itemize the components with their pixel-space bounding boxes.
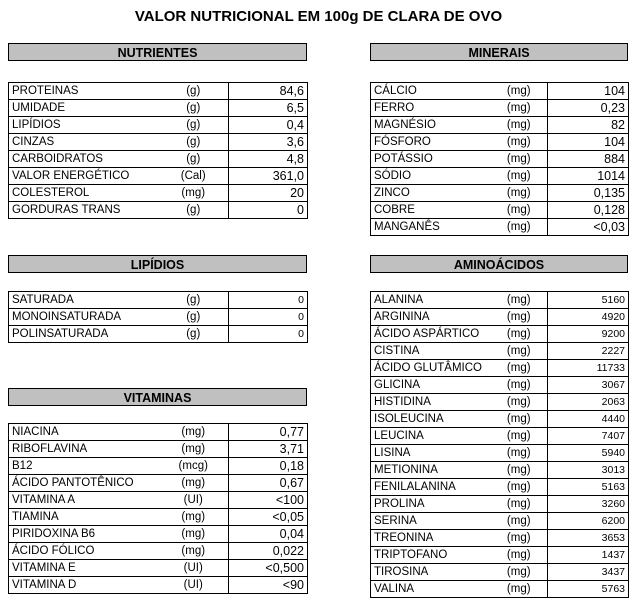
nutrient-unit: (mg) [491,83,548,100]
nutrient-unit: (mg) [491,462,548,479]
nutrient-unit: (mg) [491,185,548,202]
nutrient-unit: (mg) [159,526,229,543]
nutrient-unit: (g) [159,151,229,168]
nutrient-name: FERRO [371,100,491,117]
nutrient-name: UMIDADE [9,100,159,117]
table-row [371,185,629,202]
table-row [371,168,629,185]
nutrientes-panel [8,43,307,61]
nutrient-unit: (mg) [491,292,548,309]
table-row [371,462,629,479]
table-row [9,202,308,219]
table-row [9,83,308,100]
vitaminas-table [8,423,308,594]
table-row [371,513,629,530]
table-row [371,360,629,377]
aminoacidos-panel [370,255,628,273]
nutrient-name: FENILALANINA [371,479,491,496]
nutrient-value: 0 [229,309,308,326]
nutrient-name: VITAMINA A [9,492,159,509]
nutrient-name: VITAMINA E [9,560,159,577]
minerais-panel [370,43,628,61]
table-row [371,377,629,394]
nutrient-value: 5160 [548,292,629,309]
nutrient-unit: (mg) [159,441,229,458]
nutrient-unit: (g) [159,309,229,326]
minerais-header: MINERAIS [370,43,628,61]
nutrient-name: ÁCIDO ASPÁRTICO [371,326,491,343]
table-row [371,151,629,168]
nutrient-name: COLESTEROL [9,185,159,202]
table-row [9,560,308,577]
nutrient-value: 104 [548,134,629,151]
nutrient-value: 5940 [548,445,629,462]
table-row [371,564,629,581]
nutrient-value: 82 [548,117,629,134]
nutrient-unit: (mg) [491,377,548,394]
nutrient-name: CÁLCIO [371,83,491,100]
nutrient-unit: (mg) [491,168,548,185]
nutrientes-table [8,82,308,219]
nutrient-unit: (mg) [491,100,548,117]
nutrient-name: SÓDIO [371,168,491,185]
nutrient-unit: (UI) [159,560,229,577]
nutrient-unit: (mcg) [159,458,229,475]
table-row [371,309,629,326]
nutrient-value: <0,500 [229,560,308,577]
nutrient-name: POLINSATURADA [9,326,159,343]
nutrient-name: ÁCIDO GLUTÂMICO [371,360,491,377]
nutrient-unit: (g) [159,83,229,100]
nutrient-value: 4920 [548,309,629,326]
nutrient-value: 0 [229,202,308,219]
nutrient-name: ISOLEUCINA [371,411,491,428]
table-row [9,326,308,343]
nutrient-name: TIAMINA [9,509,159,526]
nutrient-name: MANGANÊS [371,219,491,236]
nutrient-unit: (mg) [159,475,229,492]
nutrient-name: GLICINA [371,377,491,394]
table-row [9,100,308,117]
lipidios-table [8,291,308,343]
nutrient-name: MAGNÉSIO [371,117,491,134]
table-row [371,581,629,598]
nutrient-unit: (g) [159,117,229,134]
nutrient-value: 3653 [548,530,629,547]
nutrient-value: 0,135 [548,185,629,202]
nutrient-value: 104 [548,83,629,100]
nutrient-unit: (mg) [491,202,548,219]
nutrient-value: 84,6 [229,83,308,100]
table-row [9,492,308,509]
lipidios-panel [8,255,307,273]
nutrient-unit: (mg) [491,360,548,377]
nutrient-value: 0,128 [548,202,629,219]
nutrient-value: 884 [548,151,629,168]
table-row [371,100,629,117]
table-row [9,117,308,134]
nutrient-unit: (g) [159,100,229,117]
nutrient-value: 0,04 [229,526,308,543]
nutrient-unit: (g) [159,292,229,309]
nutrient-name: HISTIDINA [371,394,491,411]
nutrient-unit: (mg) [491,117,548,134]
nutrient-unit: (mg) [491,343,548,360]
table-row [371,219,629,236]
table-row [9,424,308,441]
table-row [9,134,308,151]
table-row [9,441,308,458]
nutrient-value: 3,6 [229,134,308,151]
table-row [9,577,308,594]
nutrient-name: LISINA [371,445,491,462]
nutrient-value: <90 [229,577,308,594]
nutrient-name: SATURADA [9,292,159,309]
nutrient-unit: (mg) [491,530,548,547]
vitaminas-header: VITAMINAS [8,388,307,406]
nutrient-name: TREONINA [371,530,491,547]
nutrient-value: 0,67 [229,475,308,492]
nutrient-unit: (mg) [159,424,229,441]
nutrient-name: CARBOIDRATOS [9,151,159,168]
table-row [371,134,629,151]
nutrient-value: 0,23 [548,100,629,117]
nutrient-name: PROTEINAS [9,83,159,100]
nutrient-name: POTÁSSIO [371,151,491,168]
nutrient-unit: (g) [159,326,229,343]
table-row [9,509,308,526]
nutrient-value: 1437 [548,547,629,564]
nutrient-value: <0,03 [548,219,629,236]
table-row [9,168,308,185]
nutrient-unit: (mg) [491,581,548,598]
nutrient-name: RIBOFLAVINA [9,441,159,458]
table-row [371,326,629,343]
nutrient-unit: (mg) [491,309,548,326]
table-row [9,292,308,309]
vitaminas-panel [8,388,307,406]
table-row [371,445,629,462]
nutrient-value: 0,022 [229,543,308,560]
nutrient-unit: (mg) [491,411,548,428]
lipidios-header: LIPÍDIOS [8,255,307,273]
nutrient-unit: (mg) [491,326,548,343]
nutrient-name: PROLINA [371,496,491,513]
table-row [9,185,308,202]
nutrient-value: 5763 [548,581,629,598]
nutrient-unit: (mg) [491,394,548,411]
table-row [371,83,629,100]
nutrient-value: 4,8 [229,151,308,168]
nutrient-name: LEUCINA [371,428,491,445]
nutrient-value: 5163 [548,479,629,496]
nutrient-value: 3,71 [229,441,308,458]
nutrient-unit: (mg) [491,428,548,445]
nutrient-value: 0,18 [229,458,308,475]
table-row [371,292,629,309]
nutrient-value: 6,5 [229,100,308,117]
nutrient-unit: (UI) [159,577,229,594]
nutrient-name: VITAMINA D [9,577,159,594]
nutrient-name: CISTINA [371,343,491,360]
nutrient-value: 0 [229,326,308,343]
nutrient-name: ÁCIDO FÓLICO [9,543,159,560]
table-row [371,394,629,411]
nutrient-unit: (mg) [491,479,548,496]
table-row [371,202,629,219]
nutrient-value: 3067 [548,377,629,394]
nutrient-name: TRIPTOFANO [371,547,491,564]
table-row [371,343,629,360]
nutrient-name: COBRE [371,202,491,219]
nutrient-value: 3260 [548,496,629,513]
nutrient-value: 11733 [548,360,629,377]
page-title: VALOR NUTRICIONAL EM 100g DE CLARA DE OVO [134,8,503,25]
nutrient-value: 0,77 [229,424,308,441]
nutrient-name: PIRIDOXINA B6 [9,526,159,543]
nutrient-name: CINZAS [9,134,159,151]
nutrient-unit: (mg) [491,134,548,151]
table-row [371,496,629,513]
nutrient-unit: (mg) [491,513,548,530]
nutrient-name: NIACINA [9,424,159,441]
nutrient-name: FÓSFORO [371,134,491,151]
nutrient-value: 7407 [548,428,629,445]
table-row [9,458,308,475]
table-row [371,530,629,547]
nutrient-unit: (mg) [491,151,548,168]
nutrient-unit: (g) [159,134,229,151]
aminoacidos-table [370,291,629,598]
nutrient-name: ARGININA [371,309,491,326]
nutrient-value: 2063 [548,394,629,411]
nutrient-value: 0 [229,292,308,309]
nutrient-unit: (mg) [491,496,548,513]
table-row [9,475,308,492]
nutrient-value: 3013 [548,462,629,479]
nutrient-name: GORDURAS TRANS [9,202,159,219]
aminoacidos-header: AMINOÁCIDOS [370,255,628,273]
nutrient-value: 4440 [548,411,629,428]
nutrient-name: ALANINA [371,292,491,309]
nutrient-unit: (Cal) [159,168,229,185]
nutrient-unit: (mg) [491,219,548,236]
nutrient-name: METIONINA [371,462,491,479]
nutrient-unit: (mg) [159,185,229,202]
nutrient-name: MONOINSATURADA [9,309,159,326]
table-row [371,479,629,496]
nutrient-name: SERINA [371,513,491,530]
nutrient-unit: (mg) [491,445,548,462]
nutrient-value: 20 [229,185,308,202]
nutrient-unit: (UI) [159,492,229,509]
nutrient-value: <0,05 [229,509,308,526]
nutrient-value: 0,4 [229,117,308,134]
nutrient-unit: (mg) [159,509,229,526]
nutrient-name: B12 [9,458,159,475]
table-row [9,543,308,560]
nutrientes-header: NUTRIENTES [8,43,307,61]
nutrient-name: VALINA [371,581,491,598]
nutrient-unit: (g) [159,202,229,219]
table-row [371,547,629,564]
nutrient-value: 1014 [548,168,629,185]
nutrient-unit: (mg) [491,564,548,581]
table-row [9,151,308,168]
nutrient-value: 2227 [548,343,629,360]
table-row [371,428,629,445]
nutrient-value: 361,0 [229,168,308,185]
minerais-table [370,82,629,236]
nutrient-name: TIROSINA [371,564,491,581]
nutrient-value: 9200 [548,326,629,343]
nutrient-value: 3437 [548,564,629,581]
table-row [9,309,308,326]
nutrient-unit: (mg) [491,547,548,564]
nutrient-unit: (mg) [159,543,229,560]
table-row [371,117,629,134]
nutrient-name: VALOR ENERGÉTICO [9,168,159,185]
table-row [371,411,629,428]
nutrient-value: <100 [229,492,308,509]
table-row [9,526,308,543]
nutrient-value: 6200 [548,513,629,530]
nutrient-name: ZINCO [371,185,491,202]
nutrient-name: ÁCIDO PANTOTÊNICO [9,475,159,492]
nutrient-name: LIPÍDIOS [9,117,159,134]
